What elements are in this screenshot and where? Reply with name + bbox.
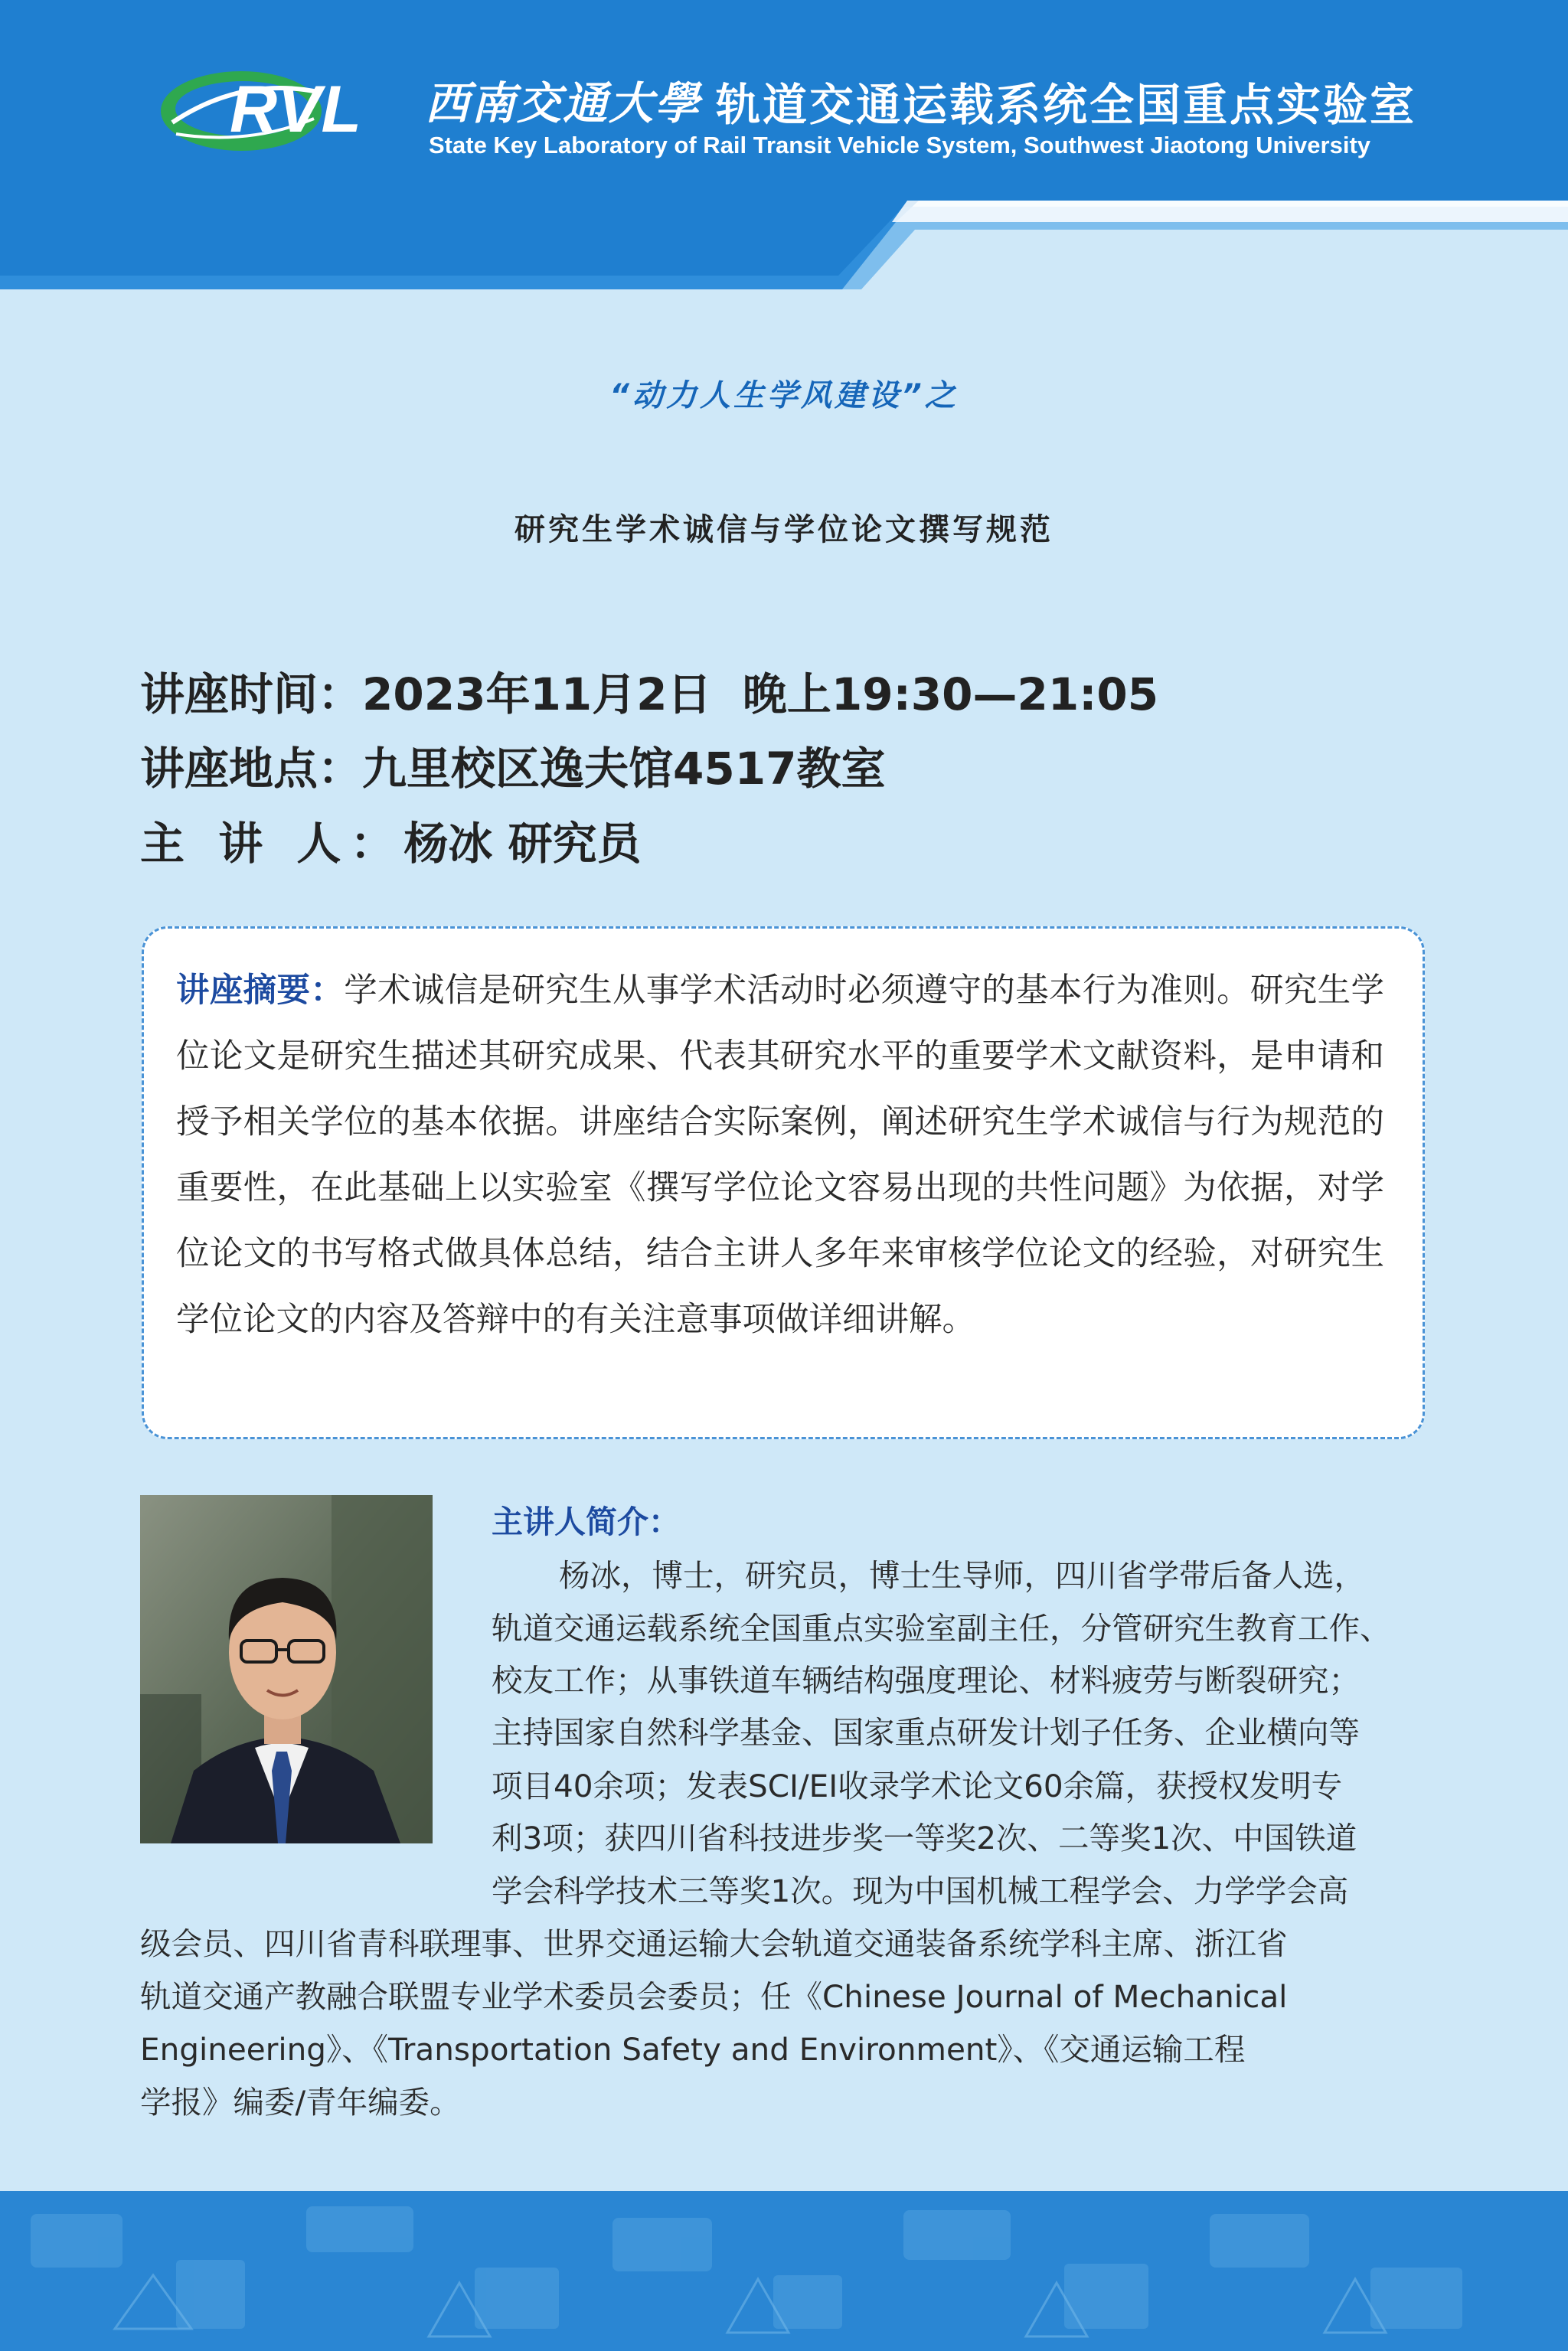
bio-line: 学会科学技术三等奖1次。现为中国机械工程学会、力学学会高	[492, 1873, 1349, 1909]
abstract-label: 讲座摘要：	[176, 971, 345, 1010]
poster-title-line-1: “动力人生学风建设”之	[609, 378, 959, 413]
lecture-place	[140, 733, 885, 797]
logo-text: RVL	[230, 73, 361, 146]
header-banner	[0, 0, 1568, 291]
lecture-speaker-label: 主 讲 人：	[140, 818, 404, 870]
lab-name-english: State Key Laboratory of Rail Transit Vehicle System, Southwest Jiaotong University	[429, 132, 1371, 158]
bio-line: 级会员、四川省青科联理事、世界交通运输大会轨道交通装备系统学科主席、浙江省	[140, 1925, 1288, 1962]
lecture-time	[140, 658, 1158, 723]
lecture-speaker-value: 杨冰 研究员	[403, 818, 642, 870]
school-name: 西南交通大學	[425, 77, 701, 129]
bio-line: 杨冰，博士，研究员，博士生导师，四川省学带后备人选，	[559, 1557, 1365, 1594]
bio-line: 学报》编委/青年编委。	[140, 2084, 461, 2121]
lecture-place-label: 讲座地点：	[140, 743, 363, 795]
lecture-speaker	[140, 808, 642, 872]
bio-line: 轨道交通运载系统全国重点实验室副主任，分管研究生教育工作、	[492, 1610, 1391, 1647]
rvl-logo	[157, 61, 410, 161]
poster-title-line-2: 研究生学术诚信与学位论文撰写规范	[514, 512, 1054, 547]
bio-line: 项目40余项；发表SCI/EI收录学术论文60余篇，获授权发明专	[492, 1768, 1343, 1804]
speaker-photo	[140, 1495, 433, 1843]
abstract-text: 学术诚信是研究生从事学术活动时必须遵守的基本行为准则。研究生学位论文是研究生描述其研究成果、代表其研究水平的重要学术文献资料，是申请和授予相关学位的基本依据。讲座结合实际案例，阐述研究生学术诚信与行为规范的重要性，在此基础上以实验室《撰写学位论文容易出现的共性问题》为依据，对学位论文的书写格式做具体总结，结合主讲人多年来审核学位论文的经验，对研究生学位论文的内容及答辩中的有关注意事项做详细讲解。	[176, 971, 1385, 1339]
bio-line: Engineering》、《Transportation Safety and Environment》、《交通运输工程	[140, 2031, 1246, 2068]
footer-pattern	[0, 2191, 1568, 2351]
abstract-paragraph	[176, 958, 1384, 1353]
bio-line: 轨道交通产教融合联盟专业学术委员会委员；任《Chinese Journal of Mechanical	[140, 1978, 1288, 2015]
lecture-time-label: 讲座时间：	[140, 668, 363, 720]
bio-line: 校友工作；从事铁道车辆结构强度理论、材料疲劳与断裂研究；	[492, 1662, 1360, 1699]
footer-banner	[0, 2191, 1568, 2351]
lecture-time-value: 2023年11月2日 晚上19:30—21:05	[362, 668, 1159, 720]
bio-title: 主讲人简介：	[492, 1504, 680, 1540]
speaker-portrait-image	[140, 1495, 433, 1843]
abstract-box	[142, 926, 1425, 1439]
lab-name-chinese: 轨道交通运载系统全国重点实验室	[716, 79, 1417, 131]
bio-line: 利3项；获四川省科技进步奖一等奖2次、二等奖1次、中国铁道	[492, 1820, 1357, 1856]
lecture-place-value: 九里校区逸夫馆4517教室	[362, 743, 886, 795]
bio-line: 主持国家自然科学基金、国家重点研发计划子任务、企业横向等	[492, 1714, 1360, 1751]
